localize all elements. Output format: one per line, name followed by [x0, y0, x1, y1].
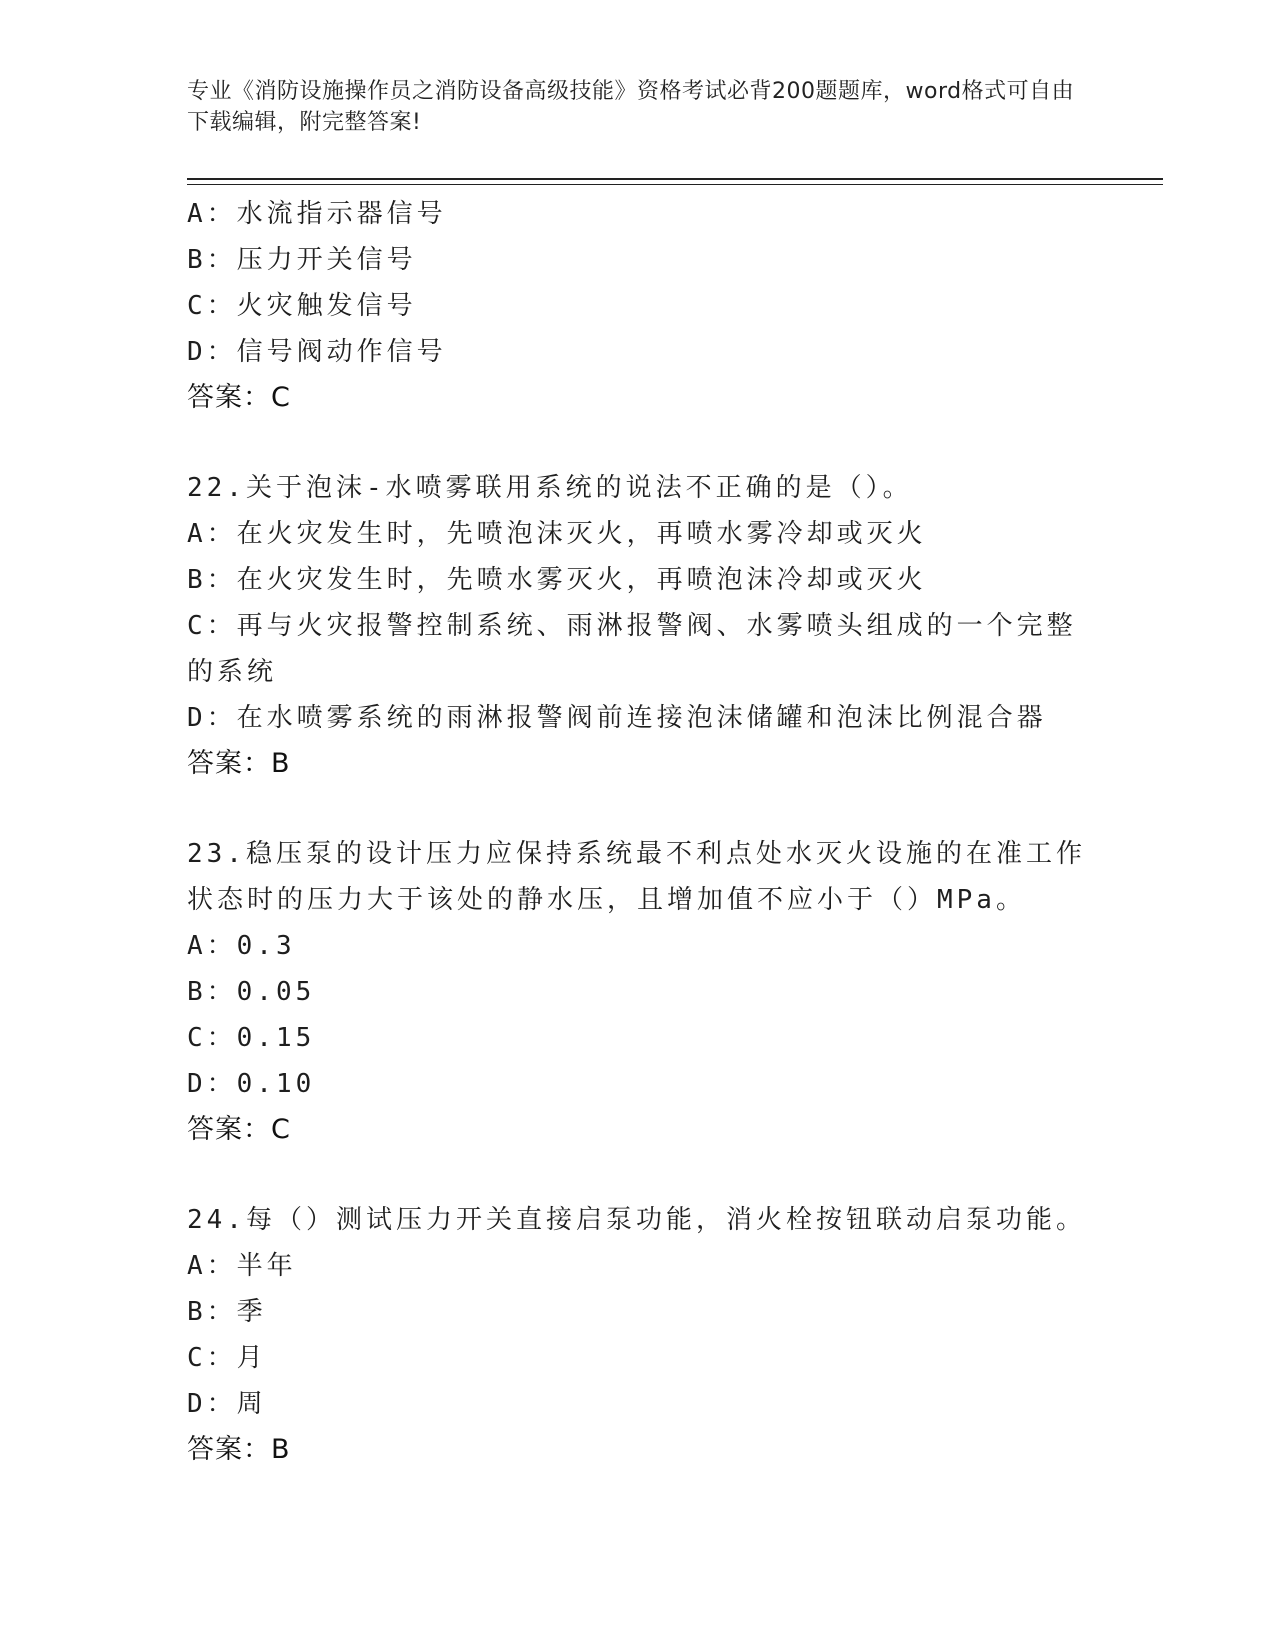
option-a: A：半年	[187, 1251, 297, 1281]
question-23	[187, 831, 1087, 1153]
option-d: D：0.10	[187, 1069, 316, 1099]
option-c: C：0.15	[187, 1023, 316, 1053]
answer: 答案：C	[187, 382, 291, 413]
option-a: A：在火灾发生时，先喷泡沫灭火，再喷水雾冷却或灭火	[187, 519, 927, 549]
option-a: A：水流指示器信号	[187, 199, 447, 229]
document-header	[187, 76, 1087, 138]
option-d: D：信号阀动作信号	[187, 337, 447, 367]
option-b: B：压力开关信号	[187, 245, 417, 275]
option-c: C：再与火灾报警控制系统、雨淋报警阀、水雾喷头组成的一个完整的系统	[187, 611, 1077, 687]
option-b: B：季	[187, 1297, 267, 1327]
question-stem: 24.每（）测试压力开关直接启泵功能，消火栓按钮联动启泵功能。	[187, 1205, 1086, 1235]
option-c: C：火灾触发信号	[187, 291, 417, 321]
header-rule-thin	[187, 184, 1163, 185]
question-stem: 23.稳压泵的设计压力应保持系统最不利点处水灭火设施的在准工作状态时的压力大于该处的静水压，且增加值不应小于（）MPa。	[187, 839, 1086, 915]
header-rule-thick	[187, 178, 1163, 180]
option-b: B：在火灾发生时，先喷水雾灭火，再喷泡沫冷却或灭火	[187, 565, 927, 595]
option-d: D：在水喷雾系统的雨淋报警阀前连接泡沫储罐和泡沫比例混合器	[187, 703, 1047, 733]
question-22	[187, 465, 1087, 787]
question-24	[187, 1197, 1087, 1473]
question-list	[187, 191, 1087, 1473]
question-stem: 22.关于泡沫-水喷雾联用系统的说法不正确的是（）。	[187, 473, 913, 503]
answer: 答案：C	[187, 1114, 291, 1145]
question-21-continued	[187, 191, 1087, 421]
document-title: 专业《消防设施操作员之消防设备高级技能》资格考试必背200题题库，word格式可自由下载编辑，附完整答案!	[187, 79, 1075, 135]
option-b: B：0.05	[187, 977, 316, 1007]
option-c: C：月	[187, 1343, 267, 1373]
answer: 答案：B	[187, 748, 291, 779]
answer: 答案：B	[187, 1434, 291, 1465]
option-a: A：0.3	[187, 931, 296, 961]
option-d: D：周	[187, 1389, 267, 1419]
